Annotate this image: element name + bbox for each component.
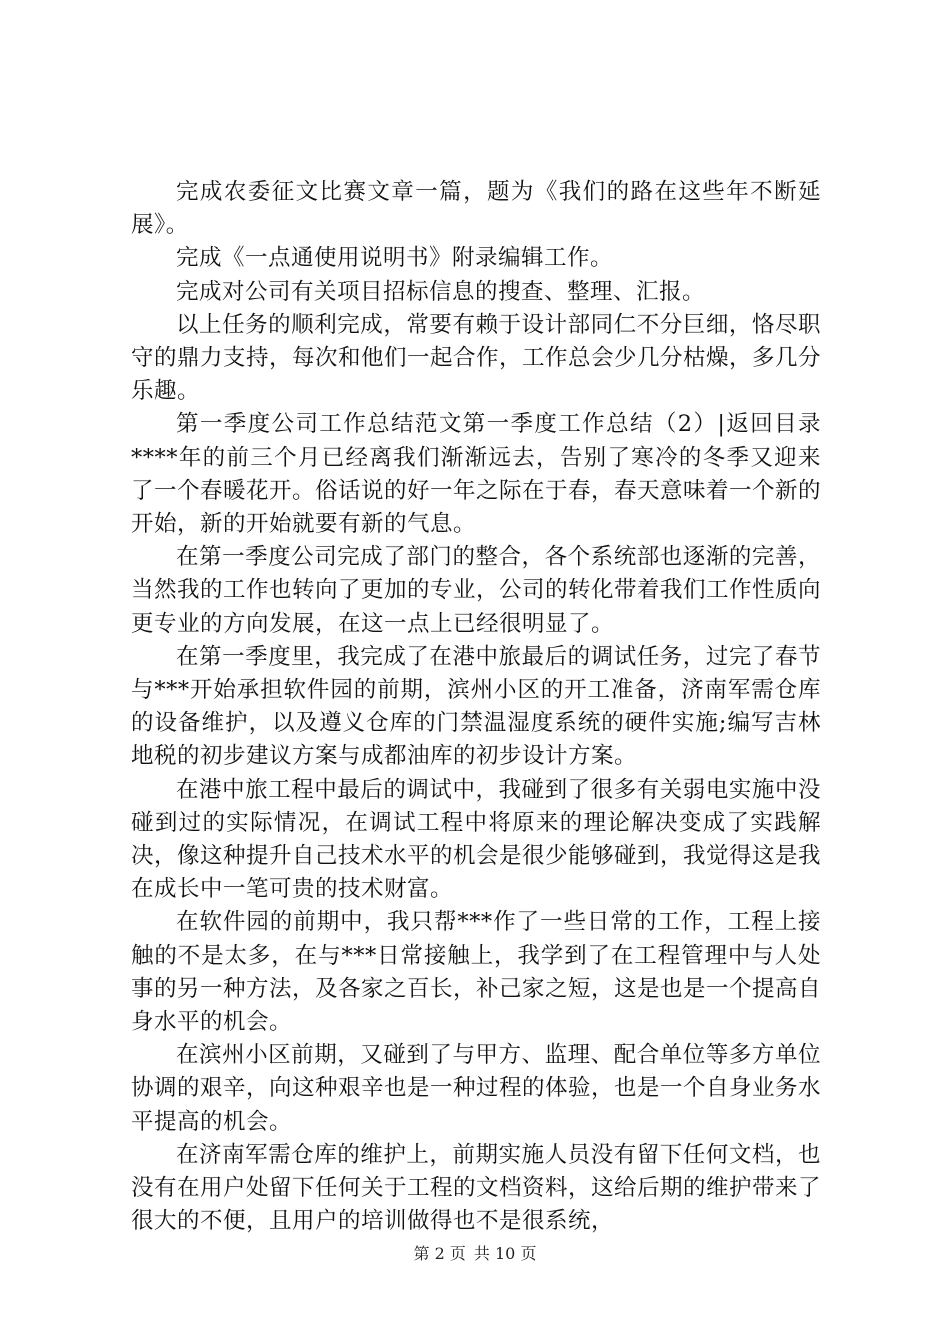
paragraph: 在第一季度里，我完成了在港中旅最后的调试任务，过完了春节与***开始承担软件园的前期，滨州小区的开工准备，济南军需仓库的设备维护，以及遵义仓库的门禁温湿度系统的硬件实施;编写吉林地税的初步建议方案与成都油库的初步设计方案。 xyxy=(131,643,821,770)
page-number: 第 2 页 xyxy=(413,1244,466,1263)
paragraph: 在软件园的前期中，我只帮***作了一些日常的工作，工程上接触的不是太多，在与***日常接触上，我学到了在工程管理中与人处事的另一种方法，及各家之百长，补己家之短，这是也是一个提高自身水平的机会。 xyxy=(131,909,822,1036)
paragraph: 完成《一点通使用说明书》附录编辑工作。 xyxy=(176,245,614,272)
page-total: 共 10 页 xyxy=(473,1244,537,1263)
paragraph: 第一季度公司工作总结范文第一季度工作总结（2）|返回目录****年的前三个月已经离我们渐渐远去，告别了寒冷的冬季又迎来了一个春暖花开。俗话说的好一年之际在于春，春天意味着一个新的开始，新的开始就要有新的气息。 xyxy=(131,411,822,538)
paragraph: 在滨州小区前期，又碰到了与甲方、监理、配合单位等多方单位协调的艰辛，向这种艰辛也是一种过程的体验，也是一个自身业务水平提高的机会。 xyxy=(131,1042,822,1135)
document-body xyxy=(131,176,821,1239)
paragraph: 在济南军需仓库的维护上，前期实施人员没有留下任何文档，也没有在用户处留下任何关于工程的文档资料，这给后期的维护带来了很大的不便，且用户的培训做得也不是很系统， xyxy=(131,1141,822,1235)
page-footer xyxy=(0,1244,950,1264)
paragraph: 完成对公司有关项目招标信息的搜查、整理、汇报。 xyxy=(176,278,706,305)
paragraph: 以上任务的顺利完成，常要有赖于设计部同仁不分巨细，恪尽职守的鼎力支持，每次和他们一起合作，工作总会少几分枯燥，多几分乐趣。 xyxy=(131,311,822,405)
paragraph: 在第一季度公司完成了部门的整合，各个系统部也逐渐的完善，当然我的工作也转向了更加的专业，公司的转化带着我们工作性质向更专业的方向发展，在这一点上已经很明显了。 xyxy=(131,544,822,637)
paragraph: 在港中旅工程中最后的调试中，我碰到了很多有关弱电实施中没碰到过的实际情况，在调试工程中将原来的理论解决变成了实践解决，像这种提升自己技术水平的机会是很少能够碰到，我觉得这是我在成长中一笔可贵的技术财富。 xyxy=(131,776,822,903)
paragraph: 完成农委征文比赛文章一篇，题为《我们的路在这些年不断延展》。 xyxy=(131,179,821,239)
